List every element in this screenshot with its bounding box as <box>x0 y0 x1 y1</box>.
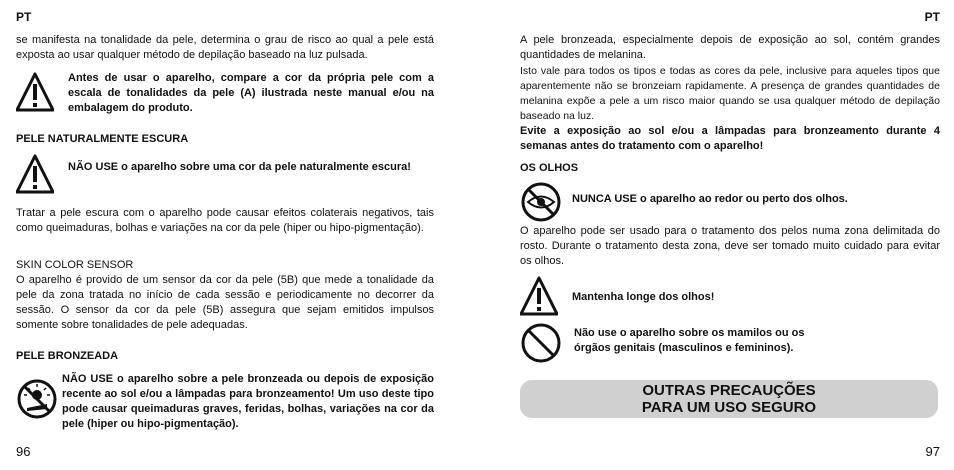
tan-bold-warning: Evite a exposição ao sol e/ou a lâmpadas para bronzeamento durante 4 semanas antes do tratamento com o aparelho! <box>520 125 940 152</box>
heading-eyes: OS OLHOS <box>520 162 579 174</box>
warning-eyes: NUNCA USE o aparelho ao redor ou perto dos olhos. <box>572 193 848 205</box>
section-banner <box>520 380 938 418</box>
banner-line-1: OUTRAS PRECAUÇÕES <box>642 382 816 399</box>
right-page <box>520 0 940 470</box>
warning-triangle-icon <box>16 154 54 199</box>
warning-keep-away-eyes: Mantenha longe dos olhos! <box>572 291 715 303</box>
intro-paragraph: se manifesta na tonalidade da pele, determina o grau de risco ao qual a pele está exposta ao usar qualquer método de depilação baseado na luz pulsada. <box>16 34 434 61</box>
prohibited-icon <box>520 322 562 369</box>
left-page <box>16 0 434 470</box>
tan-paragraph-1: A pele bronzeada, especialmente depois de exposição ao sol, contém grandes quantidades de melanina. <box>520 34 940 61</box>
eyes-paragraph: O aparelho pode ser usado para o tratamento dos pelos numa zona delimitada do rosto. Durante o tratamento desta zona, deve ser tomado muito cuidado para evitar os olhos. <box>520 225 940 267</box>
language-label: PT <box>16 10 32 24</box>
heading-tanned-skin: PELE BRONZEADA <box>16 350 119 362</box>
tan-paragraph-2: Isto vale para todos os tipos e todas as cores da pele, inclusive para aqueles tipos que aparentemente não se bronzeiam rapidamente. A presença de grandes quantidades de melanina expõe a pele a um risco maior quando se usa qualquer método de depilação baseado na luz. <box>520 65 940 122</box>
no-eye-icon <box>520 181 562 228</box>
banner-line-2: PARA UM USO SEGURO <box>641 399 817 416</box>
no-sun-icon <box>16 378 58 425</box>
heading-dark-skin: PELE NATURALMENTE ESCURA <box>16 133 189 145</box>
warning-dark-skin: NÃO USE o aparelho sobre uma cor da pele naturalmente escura! <box>68 161 411 173</box>
warning-tanned-skin: NÃO USE o aparelho sobre a pele bronzeada ou depois de exposição recente ao sol e/ou a lâmpadas para bronzeamento! Um uso deste tipo pode causar queimaduras graves, feridas, bolhas, variações na cor da pele (hiper ou hipo-pigmentação). <box>62 373 434 430</box>
page-number: 96 <box>16 444 31 459</box>
warning-triangle-icon <box>520 276 558 321</box>
page-number: 97 <box>925 444 940 459</box>
warning-nipples-genitals: Não use o aparelho sobre os mamilos ou os órgãos genitais (masculinos e femininos). <box>574 327 805 354</box>
warning-compare-skin: Antes de usar o aparelho, compare a cor da própria pele com a escala de tonalidades da pele (A) ilustrada neste manual e/ou na embalagem do produto. <box>68 72 434 114</box>
dark-skin-paragraph: Tratar a pele escura com o aparelho pode causar efeitos colaterais negativos, tais como queimaduras, bolhas e variações na cor da pele (hiper ou hipo-pigmentação). <box>16 207 434 234</box>
language-label: PT <box>924 10 940 24</box>
sensor-heading: SKIN COLOR SENSOR <box>16 259 134 271</box>
warning-triangle-icon <box>16 72 54 117</box>
sensor-paragraph: O aparelho é provido de um sensor da cor da pele (5B) que mede a tonalidade da pele da zona tratada no início de cada sessão e periodicamente no decorrer da sessão. O sensor da cor da pele (5B) assegura que sejam emitidos impulsos somente sobre tonalidades de pele adequadas. <box>16 274 434 331</box>
